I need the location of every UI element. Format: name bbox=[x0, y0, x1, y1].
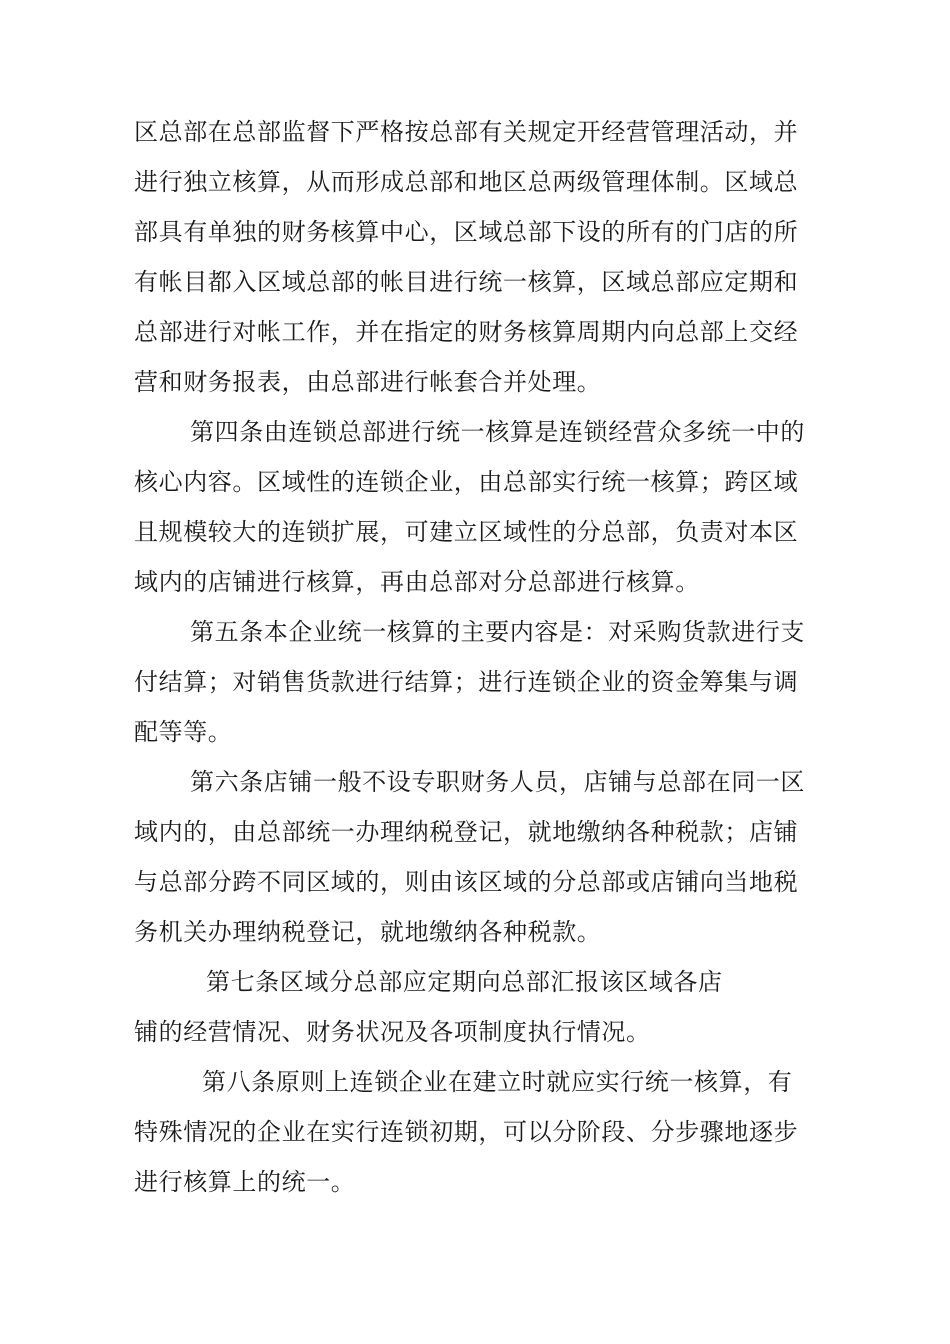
document-body bbox=[134, 107, 834, 1207]
paragraph-continuation bbox=[134, 107, 834, 407]
text-line: 且规模较大的连锁扩展，可建立区域性的分总部，负责对本区 bbox=[134, 518, 799, 546]
text-line: 配等等。 bbox=[134, 718, 233, 746]
text-line: 有帐目都入区域总部的帐目进行统一核算，区域总部应定期和 bbox=[134, 268, 799, 296]
text-line: 域内的，由总部统一办理纳税登记，就地缴纳各种税款；店铺 bbox=[134, 818, 799, 846]
text-line: 特殊情况的企业在实行连锁初期，可以分阶段、分步骤地逐步 bbox=[134, 1118, 799, 1146]
text-line: 营和财务报表，由总部进行帐套合并处理。 bbox=[134, 368, 602, 396]
paragraph-article-8 bbox=[134, 1057, 834, 1207]
text-line: 第七条区域分总部应定期向总部汇报该区域各店 bbox=[206, 968, 723, 996]
text-line: 区总部在总部监督下严格按总部有关规定开经营管理活动，并 bbox=[134, 118, 799, 146]
paragraph-article-4 bbox=[134, 407, 834, 607]
text-line: 进行核算上的统一。 bbox=[134, 1168, 356, 1196]
text-line: 第八条原则上连锁企业在建立时就应实行统一核算，有 bbox=[202, 1068, 793, 1096]
text-line: 务机关办理纳税登记，就地缴纳各种税款。 bbox=[134, 918, 602, 946]
text-line: 第六条店铺一般不设专职财务人员，店铺与总部在同一区 bbox=[190, 768, 805, 796]
text-line: 与总部分跨不同区域的，则由该区域的分总部或店铺向当地税 bbox=[134, 868, 799, 896]
text-line: 铺的经营情况、财务状况及各项制度执行情况。 bbox=[134, 1018, 651, 1046]
paragraph-article-7 bbox=[134, 957, 834, 1057]
text-line: 总部进行对帐工作，并在指定的财务核算周期内向总部上交经 bbox=[134, 318, 799, 346]
paragraph-article-5 bbox=[134, 607, 834, 757]
text-line: 核心内容。区域性的连锁企业，由总部实行统一核算；跨区域 bbox=[134, 468, 799, 496]
text-line: 部具有单独的财务核算中心，区域总部下设的所有的门店的所 bbox=[134, 218, 799, 246]
text-line: 域内的店铺进行核算，再由总部对分总部进行核算。 bbox=[134, 568, 700, 596]
paragraph-article-6 bbox=[134, 757, 834, 957]
text-line: 付结算；对销售货款进行结算；进行连锁企业的资金筹集与调 bbox=[134, 668, 799, 696]
text-line: 进行独立核算，从而形成总部和地区总两级管理体制。区域总 bbox=[134, 168, 799, 196]
text-line: 第四条由连锁总部进行统一核算是连锁经营众多统一中的 bbox=[190, 418, 805, 446]
text-line: 第五条本企业统一核算的主要内容是：对采购货款进行支 bbox=[190, 618, 805, 646]
